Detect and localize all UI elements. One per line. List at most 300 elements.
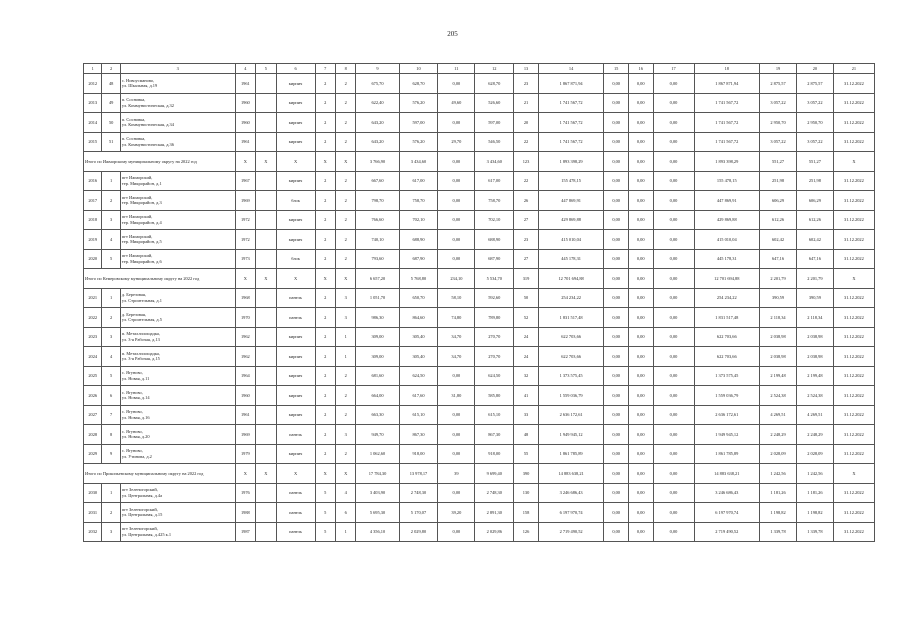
table-cell: 2 xyxy=(336,230,356,250)
table-cell: 2 xyxy=(102,308,120,328)
table-cell: 31,80 xyxy=(438,386,475,406)
table-cell: 5 695,30 xyxy=(356,503,399,523)
table-cell: 1961 xyxy=(235,74,255,94)
table-cell: 2 199,48 xyxy=(760,366,797,386)
table-cell: 1960 xyxy=(235,386,255,406)
table-cell: 0,00 xyxy=(604,249,629,269)
table-cell: 622 703,66 xyxy=(538,327,604,347)
table-cell: 447 869,91 xyxy=(538,191,604,211)
table-cell: 3 057,22 xyxy=(796,93,833,113)
table-cell: 2 xyxy=(336,93,356,113)
table-cell: 2 xyxy=(315,347,335,367)
table-cell: кирпич xyxy=(276,366,315,386)
table-cell: 0,00 xyxy=(604,230,629,250)
table-cell: панель xyxy=(276,522,315,542)
table-cell: 0,00 xyxy=(628,249,653,269)
table-cell: 687,90 xyxy=(399,249,438,269)
table-cell: 0,00 xyxy=(653,113,694,133)
table-cell: 1 831 517,48 xyxy=(538,308,604,328)
table-cell: 31.12.2022 xyxy=(833,347,874,367)
table-cell: 2 xyxy=(336,113,356,133)
table-cell: 31.12.2022 xyxy=(833,483,874,503)
table-row xyxy=(84,210,875,230)
table-cell: 29,70 xyxy=(438,132,475,152)
table-cell: 758,70 xyxy=(475,191,514,211)
table-cell: 2 xyxy=(315,405,335,425)
table-cell: X xyxy=(256,464,276,484)
table-cell: 23 xyxy=(514,74,539,94)
table-cell: 0,00 xyxy=(628,191,653,211)
table-cell: 0,00 xyxy=(628,171,653,191)
table-cell: 597,00 xyxy=(475,113,514,133)
table-cell: 2 248,29 xyxy=(760,425,797,445)
table-cell: кирпич xyxy=(276,444,315,464)
table-cell: панель xyxy=(276,425,315,445)
table-cell: 33 xyxy=(514,405,539,425)
table-cell: 31.12.2022 xyxy=(833,366,874,386)
table-cell: 628,70 xyxy=(399,74,438,94)
table-cell: 4 xyxy=(336,483,356,503)
table-cell: 1972 xyxy=(235,230,255,250)
table-cell: 1 339,78 xyxy=(796,522,833,542)
table-cell: 798,70 xyxy=(356,191,399,211)
table-cell: 2 xyxy=(315,249,335,269)
table-cell: 2 xyxy=(315,230,335,250)
table-cell: 1 741 567,72 xyxy=(694,113,760,133)
table-cell: 22 xyxy=(514,171,539,191)
table-cell: 2 719 490,52 xyxy=(538,522,604,542)
table-cell: 2021 xyxy=(84,288,102,308)
table-cell: X xyxy=(276,464,315,484)
table-cell: 3 246 686,43 xyxy=(538,483,604,503)
table-row xyxy=(84,308,875,328)
address-cell: с. Новоусманово, ул. Шкальная, д.19 xyxy=(120,74,235,94)
table-cell: 0,00 xyxy=(653,464,694,484)
table-cell: 622 703,66 xyxy=(694,347,760,367)
table-cell: 445 178,31 xyxy=(538,249,604,269)
address-cell: пгт Ижморский, тер. Микрорайон, д.6 xyxy=(120,249,235,269)
table-cell: 1 xyxy=(336,522,356,542)
table-cell: 12 701 694,88 xyxy=(538,269,604,289)
table-cell: 667,60 xyxy=(356,171,399,191)
table-cell: 1 051,70 xyxy=(356,288,399,308)
table-cell: 643,20 xyxy=(356,113,399,133)
table-cell: 1 242,56 xyxy=(760,464,797,484)
table-cell: 1967 xyxy=(235,171,255,191)
table-cell: 602,42 xyxy=(796,230,833,250)
column-header: 17 xyxy=(653,64,694,74)
table-cell: 1 741 567,72 xyxy=(538,132,604,152)
column-header: 4 xyxy=(235,64,255,74)
table-cell: 551,27 xyxy=(760,152,797,172)
table-cell: 2 xyxy=(315,288,335,308)
table-cell: 2016 xyxy=(84,171,102,191)
table-cell: 1 062,60 xyxy=(356,444,399,464)
table-cell: 3 766,90 xyxy=(356,152,399,172)
table-cell: 0,00 xyxy=(653,171,694,191)
table-cell: 0,00 xyxy=(604,308,629,328)
table-cell: 31.12.2022 xyxy=(833,386,874,406)
column-header: 2 xyxy=(102,64,120,74)
table-cell: 612,26 xyxy=(796,210,833,230)
table-cell: 9 699,40 xyxy=(475,464,514,484)
address-cell: пгт Зеленогорский, ул. Центральная, д.4а xyxy=(120,483,235,503)
column-header: 5 xyxy=(256,64,276,74)
table-cell: 0,00 xyxy=(653,425,694,445)
table-cell: 0,00 xyxy=(604,522,629,542)
table-cell: 1 198,82 xyxy=(796,503,833,523)
table-cell: кирпич xyxy=(276,74,315,94)
table-cell: 2 xyxy=(336,191,356,211)
table-cell: 0,00 xyxy=(604,425,629,445)
table-cell: 1976 xyxy=(235,483,255,503)
table-cell: 918,00 xyxy=(475,444,514,464)
table-cell: блок xyxy=(276,249,315,269)
table-cell: 0,00 xyxy=(653,152,694,172)
table-cell: 158 xyxy=(514,503,539,523)
table-cell: 2017 xyxy=(84,191,102,211)
table-cell: 0,00 xyxy=(628,74,653,94)
table-cell: 3 xyxy=(336,288,356,308)
table-cell: 986,30 xyxy=(356,308,399,328)
table-cell: 445 178,31 xyxy=(694,249,760,269)
table-cell: 32 xyxy=(514,366,539,386)
table-cell: 0,00 xyxy=(628,347,653,367)
table-cell: 0,00 xyxy=(653,210,694,230)
table-cell: 31.12.2022 xyxy=(833,113,874,133)
table-cell: 2 118,34 xyxy=(796,308,833,328)
table-cell: 526,60 xyxy=(475,93,514,113)
table-cell: 8 xyxy=(102,425,120,445)
table-cell: 624,50 xyxy=(399,366,438,386)
table-cell: 2012 xyxy=(84,74,102,94)
address-cell: п. Сосновка, ул. Коммунистическая, д.32 xyxy=(120,93,235,113)
table-cell: 254 234,22 xyxy=(538,288,604,308)
table-cell: 1 893 398,29 xyxy=(694,152,760,172)
table-cell: 606,29 xyxy=(760,191,797,211)
table-cell: 740,10 xyxy=(356,230,399,250)
table-cell: 2 248,29 xyxy=(796,425,833,445)
table-cell: 0,00 xyxy=(604,483,629,503)
table-cell: 17 784,30 xyxy=(356,464,399,484)
table-cell: 0,00 xyxy=(653,327,694,347)
table-cell xyxy=(256,522,276,542)
address-cell: п. Металлплощадка, ул. 3-я Рабочая, д.13 xyxy=(120,327,235,347)
table-cell: 1961 xyxy=(235,405,255,425)
table-cell: 615,10 xyxy=(475,405,514,425)
table-cell: 622 703,66 xyxy=(538,347,604,367)
table-cell: 0,00 xyxy=(628,288,653,308)
table-row xyxy=(84,366,875,386)
table-cell: 2 xyxy=(315,74,335,94)
table-cell: 2 950,70 xyxy=(760,113,797,133)
table-cell: 1 xyxy=(336,347,356,367)
table-cell: 2 719 490,52 xyxy=(694,522,760,542)
table-cell: 27 xyxy=(514,210,539,230)
table-cell: 0,00 xyxy=(653,405,694,425)
column-header: 15 xyxy=(604,64,629,74)
table-cell: 5 170,07 xyxy=(399,503,438,523)
table-cell: 6 197 970,74 xyxy=(694,503,760,523)
table-cell: 0,00 xyxy=(604,191,629,211)
table-cell: 2029 xyxy=(84,444,102,464)
table-cell: 0,00 xyxy=(604,464,629,484)
column-header: 20 xyxy=(796,64,833,74)
table-cell: 1 741 567,72 xyxy=(538,93,604,113)
table-cell: 546,50 xyxy=(475,132,514,152)
table-cell: 0,00 xyxy=(604,405,629,425)
table-cell: 34,70 xyxy=(438,347,475,367)
table-cell: 0,00 xyxy=(653,288,694,308)
table-cell: 5 xyxy=(315,522,335,542)
table-cell: 1969 xyxy=(235,191,255,211)
table-cell: 1 949 945,12 xyxy=(694,425,760,445)
table-cell: 3 057,22 xyxy=(796,132,833,152)
table-cell: 663,30 xyxy=(356,405,399,425)
table-cell: 0,00 xyxy=(628,386,653,406)
table-cell: 0,00 xyxy=(438,210,475,230)
address-cell: д. Березовая, ул. Строительная, д.1 xyxy=(120,288,235,308)
table-row xyxy=(84,74,875,94)
table-cell: 0,00 xyxy=(653,386,694,406)
table-cell: 2030 xyxy=(84,483,102,503)
table-cell: 429 869,88 xyxy=(538,210,604,230)
table-cell: 1964 xyxy=(235,366,255,386)
table-cell: 4 269,51 xyxy=(796,405,833,425)
table-cell: 24 xyxy=(514,327,539,347)
table-cell: 1987 xyxy=(235,522,255,542)
table-cell: 2 118,34 xyxy=(760,308,797,328)
table-cell: 31.12.2022 xyxy=(833,405,874,425)
subtotal-label: Итого по Кемеровскому муниципальному округу на 2022 год xyxy=(84,269,236,289)
table-cell: 2 891,30 xyxy=(475,503,514,523)
table-cell: 949,70 xyxy=(356,425,399,445)
table-cell: 50 xyxy=(514,288,539,308)
table-cell: 31.12.2022 xyxy=(833,171,874,191)
table-cell xyxy=(256,425,276,445)
table-cell: 429 869,88 xyxy=(694,210,760,230)
table-cell: 234,10 xyxy=(438,269,475,289)
table-cell xyxy=(256,366,276,386)
table-cell: 1970 xyxy=(235,308,255,328)
table-cell: 2 038,98 xyxy=(760,327,797,347)
table-cell: 0,00 xyxy=(604,210,629,230)
table-cell: 0,00 xyxy=(438,425,475,445)
table-cell: 2028 xyxy=(84,425,102,445)
address-cell: пгт Зеленогорский, ул. Центральная, д.15 xyxy=(120,503,235,523)
column-header: 6 xyxy=(276,64,315,74)
table-cell: 2 xyxy=(315,132,335,152)
table-cell: 702,10 xyxy=(399,210,438,230)
table-cell: X xyxy=(256,269,276,289)
table-cell: кирпич xyxy=(276,171,315,191)
table-cell: 31.12.2022 xyxy=(833,230,874,250)
table-cell: 270,70 xyxy=(475,327,514,347)
table-cell: X xyxy=(336,152,356,172)
table-cell: 0,00 xyxy=(604,366,629,386)
table-cell: 0,00 xyxy=(438,483,475,503)
table-cell: 270,70 xyxy=(475,347,514,367)
table-row xyxy=(84,483,875,503)
table-cell: 155 478,15 xyxy=(538,171,604,191)
table-cell: 1 867 871,94 xyxy=(538,74,604,94)
table-cell: 31.12.2022 xyxy=(833,425,874,445)
table-cell xyxy=(256,347,276,367)
table-cell: 0,00 xyxy=(604,269,629,289)
table-row xyxy=(84,113,875,133)
table-cell: 0,00 xyxy=(628,464,653,484)
housing-table xyxy=(83,63,875,542)
table-cell: 687,90 xyxy=(475,249,514,269)
table-cell xyxy=(256,113,276,133)
table-cell: 1 xyxy=(102,171,120,191)
table-cell: 31.12.2022 xyxy=(833,327,874,347)
table-cell: 2026 xyxy=(84,386,102,406)
table-cell: 864,60 xyxy=(399,308,438,328)
table-cell: 2 029,86 xyxy=(475,522,514,542)
table-cell: X xyxy=(833,152,874,172)
table-cell: 1979 xyxy=(235,444,255,464)
table-cell: 867,30 xyxy=(399,425,438,445)
address-cell: пгт Зеленогорский, ул. Центральная, д.425 к.1 xyxy=(120,522,235,542)
table-cell: 758,70 xyxy=(399,191,438,211)
table-cell: 617,00 xyxy=(399,171,438,191)
table-cell: 624,50 xyxy=(475,366,514,386)
table-cell: 766,60 xyxy=(356,210,399,230)
table-cell: 0,00 xyxy=(653,347,694,367)
table-cell: 58,10 xyxy=(438,288,475,308)
subtotal-row xyxy=(84,269,875,289)
table-row xyxy=(84,171,875,191)
table-row xyxy=(84,132,875,152)
table-cell: 1 339,78 xyxy=(760,522,797,542)
table-cell: 309,00 xyxy=(356,347,399,367)
table-row xyxy=(84,386,875,406)
table-cell: 1 xyxy=(102,288,120,308)
table-cell: 31.12.2022 xyxy=(833,191,874,211)
table-cell: 1960 xyxy=(235,113,255,133)
table-cell: 576,20 xyxy=(399,132,438,152)
table-cell: 74,80 xyxy=(438,308,475,328)
table-cell: 617,00 xyxy=(475,171,514,191)
table-cell: 21 xyxy=(514,93,539,113)
table-cell: 52 xyxy=(514,308,539,328)
table-cell: X xyxy=(315,152,335,172)
table-cell: 6 657,20 xyxy=(356,269,399,289)
table-cell: 1968 xyxy=(235,288,255,308)
column-header: 10 xyxy=(399,64,438,74)
table-cell: 2 524,38 xyxy=(760,386,797,406)
table-cell: 4 269,51 xyxy=(760,405,797,425)
table-cell: 0,00 xyxy=(604,347,629,367)
table-cell: 2027 xyxy=(84,405,102,425)
table-cell: 789,80 xyxy=(475,308,514,328)
column-header: 14 xyxy=(538,64,604,74)
table-cell xyxy=(256,210,276,230)
table-row xyxy=(84,327,875,347)
table-cell xyxy=(256,444,276,464)
table-cell: 2 038,98 xyxy=(796,347,833,367)
table-cell xyxy=(256,503,276,523)
table-cell: 31.12.2022 xyxy=(833,93,874,113)
table-cell: 1 559 036,79 xyxy=(694,386,760,406)
table-cell: 31.12.2022 xyxy=(833,522,874,542)
table-cell: кирпич xyxy=(276,347,315,367)
table-cell xyxy=(256,308,276,328)
table-cell xyxy=(256,191,276,211)
table-cell: 1962 xyxy=(235,327,255,347)
table-cell: 2 636 172,61 xyxy=(694,405,760,425)
table-cell: 31.12.2022 xyxy=(833,74,874,94)
table-cell: 51 xyxy=(102,132,120,152)
table-cell: 0,00 xyxy=(653,483,694,503)
table-cell: 4 xyxy=(102,347,120,367)
table-cell: 0,00 xyxy=(604,93,629,113)
table-cell: 3 246 686,43 xyxy=(694,483,760,503)
table-cell: 2 950,70 xyxy=(796,113,833,133)
table-cell xyxy=(256,327,276,347)
table-cell: 39,20 xyxy=(438,503,475,523)
table-cell: 2 028,09 xyxy=(796,444,833,464)
table-cell: 14 883 638,21 xyxy=(538,464,604,484)
table-cell: 0,00 xyxy=(628,444,653,464)
table-cell: 1 242,56 xyxy=(796,464,833,484)
column-header: 19 xyxy=(760,64,797,74)
table-cell: 6 197 970,74 xyxy=(538,503,604,523)
table-cell: 0,00 xyxy=(604,327,629,347)
table-cell: 0,00 xyxy=(653,503,694,523)
address-cell: пгт Ижморский, тер. Микрорайон, д.4 xyxy=(120,210,235,230)
table-cell: 0,00 xyxy=(628,327,653,347)
address-cell: пгт Ижморский, тер. Микрорайон, д.1 xyxy=(120,171,235,191)
table-cell: 5 768,80 xyxy=(399,269,438,289)
table-cell: 0,00 xyxy=(438,191,475,211)
table-cell: 647,16 xyxy=(796,249,833,269)
table-cell: 2 xyxy=(102,191,120,211)
table-cell: 0,00 xyxy=(628,366,653,386)
table-cell xyxy=(256,483,276,503)
table-cell: 3 057,22 xyxy=(760,132,797,152)
table-cell: 2 xyxy=(315,386,335,406)
table-cell: 0,00 xyxy=(653,366,694,386)
table-cell: 27 xyxy=(514,249,539,269)
table-cell: 1 373 575,45 xyxy=(694,366,760,386)
table-cell: 0,00 xyxy=(653,191,694,211)
table-cell: 0,00 xyxy=(604,74,629,94)
table-cell: X xyxy=(833,464,874,484)
table-cell: 41 xyxy=(514,386,539,406)
table-cell: 24 xyxy=(514,347,539,367)
table-cell: 5 534,70 xyxy=(475,269,514,289)
table-cell: 415 010,04 xyxy=(694,230,760,250)
table-cell: 1961 xyxy=(235,132,255,152)
table-cell: 0,00 xyxy=(604,171,629,191)
table-cell: 0,00 xyxy=(653,93,694,113)
table-cell: X xyxy=(256,152,276,172)
table-cell: 3 xyxy=(102,210,120,230)
table-cell: 2 xyxy=(336,444,356,464)
table-cell xyxy=(256,288,276,308)
table-row xyxy=(84,347,875,367)
address-cell: пгт Ижморский, тер. Микрорайон, д.3 xyxy=(120,191,235,211)
table-cell: 130 xyxy=(514,483,539,503)
table-cell: 49 xyxy=(102,93,120,113)
table-cell xyxy=(256,93,276,113)
table-cell: 2013 xyxy=(84,93,102,113)
table-cell: 3 057,22 xyxy=(760,93,797,113)
table-cell: 390,59 xyxy=(796,288,833,308)
table-row xyxy=(84,249,875,269)
